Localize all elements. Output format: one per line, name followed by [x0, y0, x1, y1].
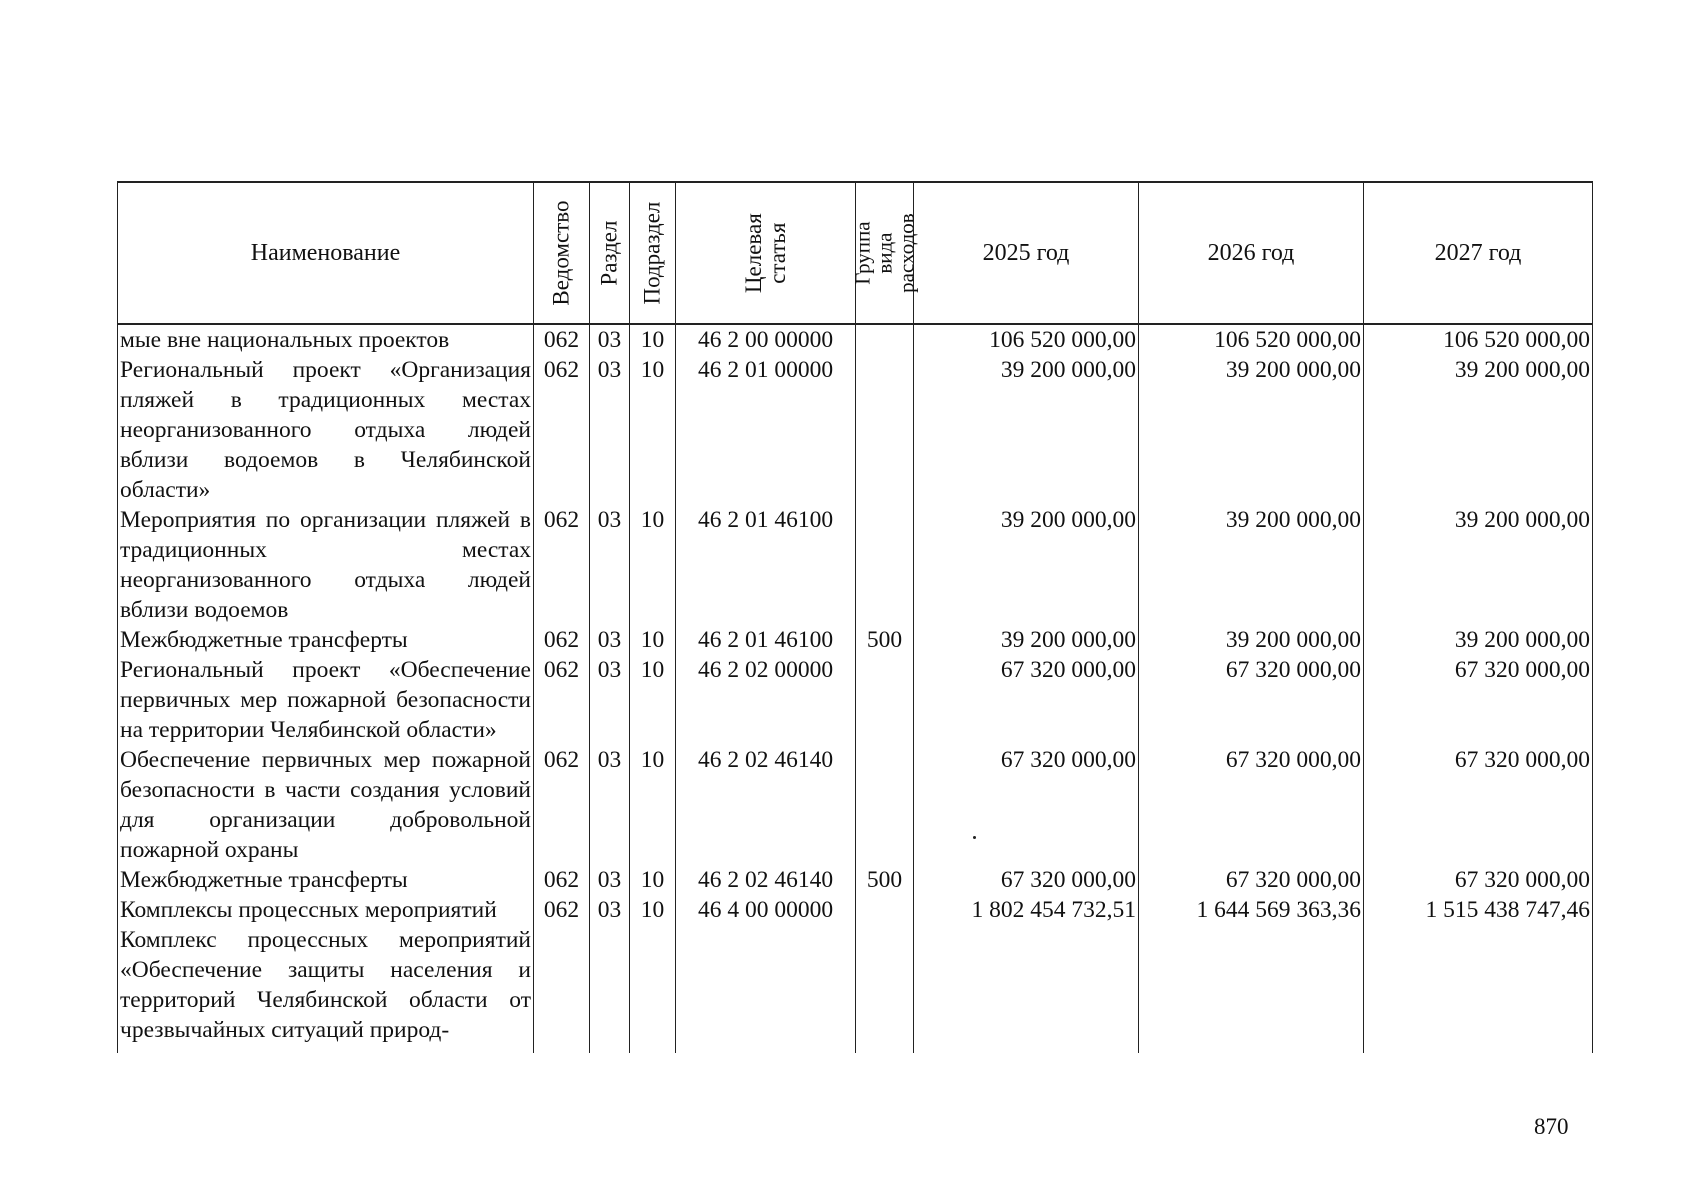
row-section: 03	[590, 895, 630, 925]
table-row	[118, 745, 1593, 865]
row-target-item: 46 4 00 00000	[676, 895, 856, 925]
row-expense-group	[856, 895, 914, 925]
row-name: мые вне национальных проектов	[118, 324, 534, 355]
row-subsection: 10	[630, 324, 676, 355]
row-2027: 67 320 000,00	[1364, 655, 1593, 745]
row-2027: 39 200 000,00	[1364, 355, 1593, 505]
row-section: 03	[590, 745, 630, 865]
table-row	[118, 895, 1593, 925]
row-subsection: 10	[630, 655, 676, 745]
table-row	[118, 865, 1593, 895]
row-target-item: 46 2 00 00000	[676, 324, 856, 355]
row-2027: 67 320 000,00	[1364, 745, 1593, 865]
row-2025: 39 200 000,00	[914, 355, 1139, 505]
row-expense-group	[856, 655, 914, 745]
row-2026: 39 200 000,00	[1139, 625, 1364, 655]
row-2027: 39 200 000,00	[1364, 505, 1593, 625]
row-target-item	[676, 925, 856, 1053]
row-2026: 1 644 569 363,36	[1139, 895, 1364, 925]
row-subsection	[630, 925, 676, 1053]
row-section: 03	[590, 355, 630, 505]
row-section: 03	[590, 505, 630, 625]
row-name: Региональный проект «Организация пляжей в традиционных местах неорганизованного отдыха людей вблизи водоемов в Челябинской области»	[118, 355, 534, 505]
row-2027	[1364, 925, 1593, 1053]
row-expense-group	[856, 745, 914, 865]
table-row	[118, 925, 1593, 1053]
row-department	[534, 925, 590, 1053]
table-row	[118, 324, 1593, 355]
row-section: 03	[590, 865, 630, 895]
row-2025: 67 320 000,00	[914, 865, 1139, 895]
row-department: 062	[534, 655, 590, 745]
header-section: Раздел	[590, 182, 630, 324]
row-department: 062	[534, 865, 590, 895]
header-subsection: Подраздел	[630, 182, 676, 324]
row-2027: 1 515 438 747,46	[1364, 895, 1593, 925]
row-department: 062	[534, 895, 590, 925]
row-department: 062	[534, 625, 590, 655]
row-2025	[914, 925, 1139, 1053]
row-subsection: 10	[630, 625, 676, 655]
row-section: 03	[590, 655, 630, 745]
row-expense-group: 500	[856, 865, 914, 895]
row-2026	[1139, 925, 1364, 1053]
row-subsection: 10	[630, 865, 676, 895]
row-expense-group	[856, 355, 914, 505]
row-name: Региональный проект «Обеспечение первичных мер пожарной безопасности на территории Челябинской области»	[118, 655, 534, 745]
row-2026: 67 320 000,00	[1139, 655, 1364, 745]
table-row	[118, 355, 1593, 505]
row-section: 03	[590, 625, 630, 655]
row-expense-group: 500	[856, 625, 914, 655]
row-2026: 39 200 000,00	[1139, 505, 1364, 625]
table-row	[118, 505, 1593, 625]
header-2026: 2026 год	[1139, 182, 1364, 324]
row-2026: 67 320 000,00	[1139, 865, 1364, 895]
row-target-item: 46 2 02 00000	[676, 655, 856, 745]
row-2025: 39 200 000,00	[914, 625, 1139, 655]
row-name: Комплекс процессных мероприятий «Обеспечение защиты населения и территорий Челябинской области от чрезвычайных ситуаций природ-	[118, 925, 534, 1053]
header-target-item: Целевая статья	[676, 182, 856, 324]
row-2025: 67 320 000,00	[914, 655, 1139, 745]
header-name: Наименование	[118, 182, 534, 324]
header-expense-group: Группа вида расходов	[856, 182, 914, 324]
row-name: Комплексы процессных мероприятий	[118, 895, 534, 925]
header-2025: 2025 год	[914, 182, 1139, 324]
row-name: Межбюджетные трансферты	[118, 865, 534, 895]
row-2025: 67 320 000,00	[914, 745, 1139, 865]
row-expense-group	[856, 505, 914, 625]
row-2027: 67 320 000,00	[1364, 865, 1593, 895]
row-department: 062	[534, 324, 590, 355]
row-subsection: 10	[630, 355, 676, 505]
row-2025: 39 200 000,00	[914, 505, 1139, 625]
row-2027: 39 200 000,00	[1364, 625, 1593, 655]
row-2027: 106 520 000,00	[1364, 324, 1593, 355]
page-number: 870	[1534, 1114, 1569, 1139]
row-target-item: 46 2 02 46140	[676, 865, 856, 895]
row-subsection: 10	[630, 895, 676, 925]
row-subsection: 10	[630, 505, 676, 625]
row-name: Мероприятия по организации пляжей в традиционных местах неорганизованного отдыха людей вблизи водоемов	[118, 505, 534, 625]
row-2026: 106 520 000,00	[1139, 324, 1364, 355]
header-department: Ведомство	[534, 182, 590, 324]
row-name: Межбюджетные трансферты	[118, 625, 534, 655]
row-2026: 39 200 000,00	[1139, 355, 1364, 505]
row-section	[590, 925, 630, 1053]
row-target-item: 46 2 01 46100	[676, 625, 856, 655]
row-department: 062	[534, 745, 590, 865]
row-department: 062	[534, 505, 590, 625]
row-target-item: 46 2 01 00000	[676, 355, 856, 505]
budget-table	[117, 181, 1593, 1053]
row-expense-group	[856, 925, 914, 1053]
table-header-row	[118, 182, 1593, 324]
row-name: Обеспечение первичных мер пожарной безопасности в части создания условий для организации добровольной пожарной охраны	[118, 745, 534, 865]
row-2025: 1 802 454 732,51	[914, 895, 1139, 925]
table-row	[118, 655, 1593, 745]
header-2027: 2027 год	[1364, 182, 1593, 324]
row-department: 062	[534, 355, 590, 505]
row-section: 03	[590, 324, 630, 355]
row-2025: 106 520 000,00	[914, 324, 1139, 355]
stray-mark	[973, 836, 976, 839]
row-target-item: 46 2 01 46100	[676, 505, 856, 625]
row-2026: 67 320 000,00	[1139, 745, 1364, 865]
row-target-item: 46 2 02 46140	[676, 745, 856, 865]
row-expense-group	[856, 324, 914, 355]
row-subsection: 10	[630, 745, 676, 865]
table-row	[118, 625, 1593, 655]
